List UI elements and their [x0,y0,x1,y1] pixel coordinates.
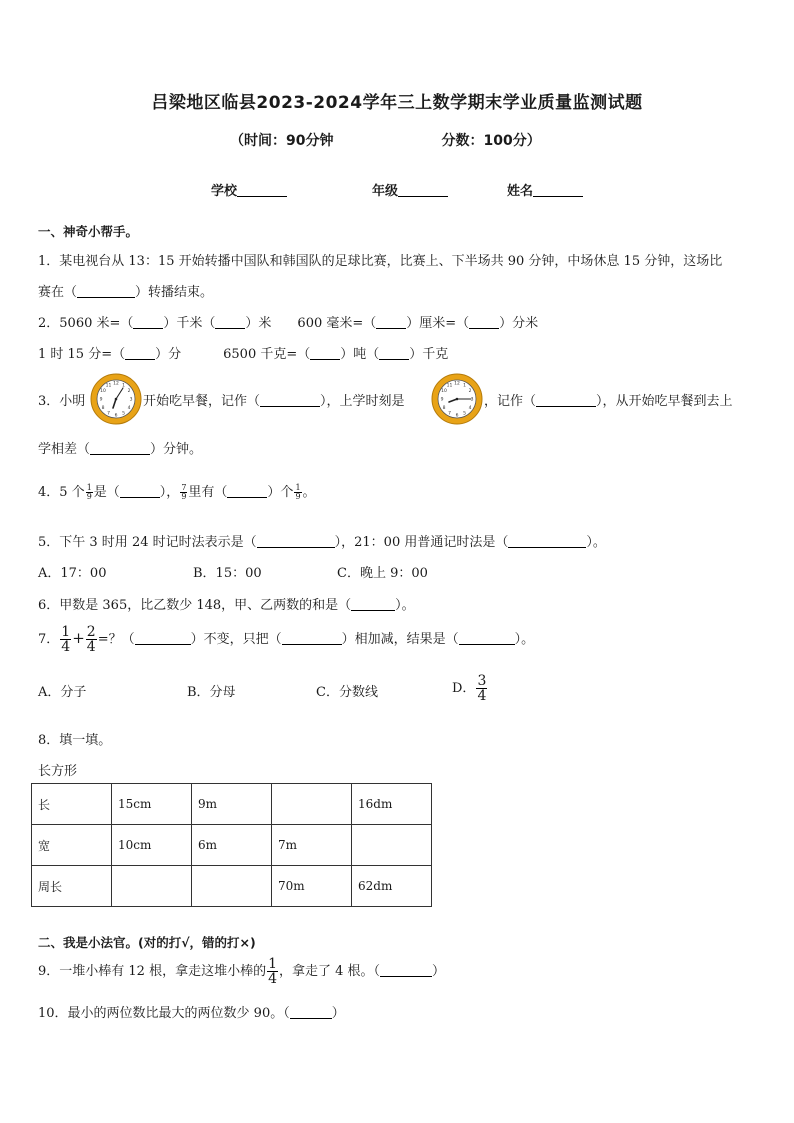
question-10: 10．最小的两位数比最大的两位数少 90。（ ） [38,1006,345,1021]
question-5: 5．下午 3 时用 24 时记时法表示是（ ），21：00 用普通记时法是（ ）。 [38,535,606,550]
time-limit: （时间：90分钟 [230,133,334,149]
answer-blank[interactable] [469,316,499,329]
table-cell: 宽 [32,825,112,866]
question-7: 7． $\frac{1}{4}$ + $\frac{2}{4}$ =？（ ）不变，只把（ ）相加减，结果是（ ）。 [38,624,535,655]
svg-text:5: 5 [463,411,466,417]
school-field[interactable]: 学校 [211,180,287,199]
svg-text:1: 1 [463,383,466,389]
clock-icon-breakfast [89,372,143,426]
grade-field[interactable]: 年级 [372,180,448,199]
table-cell-blank[interactable] [352,825,432,866]
question-8-title: 8．填一填。 [38,733,112,748]
answer-blank[interactable] [351,598,395,611]
answer-blank[interactable] [120,485,160,498]
question-6: 6．甲数是 365，比乙数少 148，甲、乙两数的和是（ ）。 [38,598,415,613]
table-row [32,866,432,907]
option-b[interactable]: B．分母 [187,685,236,700]
section-2-title: 二、我是小法官。(对的打√，错的打×) [38,935,256,950]
svg-text:10: 10 [441,389,447,394]
question-2-line-2: 1 时 15 分=（ ）分 6500 千克=（ ）吨（ ）千克 [38,347,449,362]
rectangle-table [31,783,432,907]
answer-blank[interactable] [133,316,163,329]
table-cell: 16dm [352,784,432,825]
table-cell: 10cm [112,825,192,866]
exam-meta [230,130,541,150]
answer-blank[interactable] [135,632,191,645]
answer-blank[interactable] [282,632,342,645]
answer-blank[interactable] [379,347,409,360]
table-cell: 长 [32,784,112,825]
table-cell: 62dm [352,866,432,907]
question-3-part-2: 开始吃早餐，记作（ ），上学时刻是 [143,394,405,409]
table-cell: 9m [192,784,272,825]
answer-blank[interactable] [290,1006,332,1019]
table-cell-blank[interactable] [192,866,272,907]
svg-text:11: 11 [446,383,453,389]
svg-text:12: 12 [113,381,119,387]
question-4: 4．5 个 $\frac{1}{9}$ 是（ ）， $\frac{7}{9}$ 里有（ ）个 $\frac{1}{9}$ 。 [38,483,316,501]
answer-blank[interactable] [90,442,150,455]
table-row [32,825,432,866]
table-cell: 15cm [112,784,192,825]
answer-blank[interactable] [459,632,515,645]
svg-text:8: 8 [101,406,105,411]
question-3-part-1: 3．小明 [38,394,86,409]
table-cell-blank[interactable] [112,866,192,907]
answer-blank[interactable] [260,394,320,407]
table-cell: 6m [192,825,272,866]
fraction: $\frac{1}{4}$ [61,624,71,655]
svg-text:8: 8 [442,406,446,411]
svg-text:9: 9 [440,397,444,403]
table-label: 长方形 [38,764,78,779]
svg-text:4: 4 [468,406,472,411]
answer-blank[interactable] [376,316,406,329]
question-9: 9．一堆小棒有 12 根，拿走这堆小棒的 $\frac{1}{4}$ ，拿走了 4 根。（ ） [38,956,446,987]
svg-text:6: 6 [455,413,459,419]
clock-icon-school [430,372,484,426]
option-c[interactable]: C．晚上 9：00 [337,566,428,581]
name-blank[interactable] [533,184,583,197]
question-2-line-1: 2．5060 米=（ ）千米（ ）米 600 毫米=（ ）厘米=（ ）分米 [38,316,539,331]
section-1-title: 一、神奇小帮手。 [38,224,139,239]
option-c[interactable]: C．分数线 [316,685,378,700]
fraction: $\frac{2}{4}$ [86,624,96,655]
question-3-part-3: ，记作（ ），从开始吃早餐到去上 [484,394,733,409]
school-blank[interactable] [237,184,287,197]
option-b[interactable]: B．15：00 [193,566,262,581]
answer-blank[interactable] [215,316,245,329]
svg-text:3: 3 [129,397,133,403]
question-1-line-1: 1．某电视台从 13：15 开始转播中国队和韩国队的足球比赛，比赛上、下半场共 90 分钟，中场休息 15 分钟，这场比 [38,254,723,269]
fraction: $\frac{3}{4}$ [477,673,487,704]
question-3-line-2: 学相差（ ）分钟。 [38,442,203,457]
answer-blank[interactable] [77,285,135,298]
option-d[interactable]: D． $\frac{3}{4}$ [452,673,487,704]
total-score: 分数：100分） [441,133,541,149]
answer-blank[interactable] [310,347,340,360]
table-cell: 7m [272,825,352,866]
svg-text:2: 2 [127,389,131,394]
fraction: $\frac{7}{9}$ [181,483,187,501]
fraction: $\frac{1}{9}$ [295,483,301,501]
name-field[interactable]: 姓名 [507,180,583,199]
answer-blank[interactable] [227,485,267,498]
svg-text:4: 4 [127,406,131,411]
answer-blank[interactable] [380,964,432,977]
svg-text:12: 12 [454,381,460,387]
svg-text:6: 6 [114,413,118,419]
svg-text:1: 1 [122,383,125,389]
svg-text:9: 9 [99,397,103,403]
page-title: 吕梁地区临县2023-2024学年三上数学期末学业质量监测试题 [151,93,643,113]
table-cell: 70m [272,866,352,907]
answer-blank[interactable] [536,394,596,407]
svg-text:7: 7 [107,411,110,417]
svg-text:10: 10 [100,389,106,394]
answer-blank[interactable] [125,347,155,360]
svg-text:5: 5 [122,411,125,417]
fraction: $\frac{1}{4}$ [268,956,277,987]
svg-text:7: 7 [448,411,451,417]
option-a[interactable]: A．分子 [38,685,87,700]
fraction: $\frac{1}{9}$ [86,483,92,501]
grade-blank[interactable] [398,184,448,197]
table-row [32,784,432,825]
table-cell: 周长 [32,866,112,907]
table-cell-blank[interactable] [272,784,352,825]
answer-blank[interactable] [257,535,335,548]
svg-text:3: 3 [470,397,474,403]
option-a[interactable]: A．17：00 [38,566,107,581]
svg-text:2: 2 [468,389,472,394]
answer-blank[interactable] [508,535,586,548]
svg-text:11: 11 [105,383,112,389]
question-1-line-2: 赛在（ ）转播结束。 [38,285,214,300]
